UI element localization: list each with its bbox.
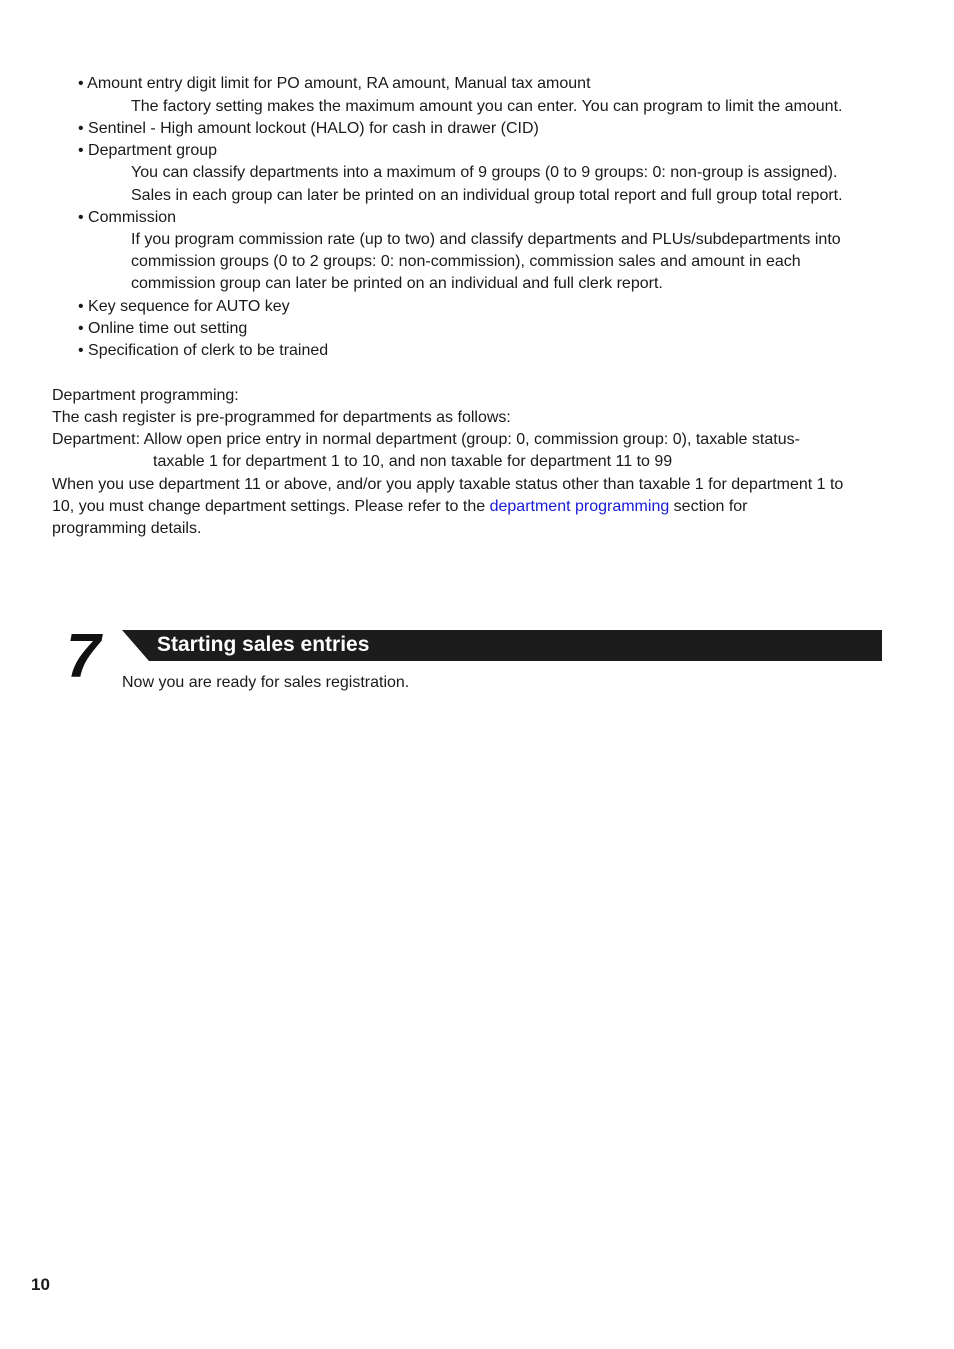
list-item: • Department group [78, 142, 218, 159]
text-span: 10, you must change department settings. Please refer to the [52, 498, 490, 515]
list-item-detail: commission group can later be printed on an individual and full clerk report. [131, 275, 663, 292]
paragraph: The cash register is pre-programmed for departments as follows: [52, 409, 511, 426]
department-programming-link[interactable]: department programming [489, 498, 670, 515]
list-item: • Key sequence for AUTO key [78, 298, 290, 315]
list-item-detail: commission groups (0 to 2 groups: 0: non-commission), commission sales and amount in each [131, 253, 801, 270]
list-item: • Sentinel - High amount lockout (HALO) for cash in drawer (CID) [78, 120, 539, 137]
step-text: Now you are ready for sales registration. [122, 674, 410, 691]
paragraph: Department: Allow open price entry in normal department (group: 0, commission group: 0), taxable status- [52, 431, 800, 448]
list-item: • Specification of clerk to be trained [78, 342, 329, 359]
paragraph: programming details. [52, 520, 202, 537]
list-item-detail: You can classify departments into a maximum of 9 groups (0 to 9 groups: 0: non-group is assigned). [131, 164, 838, 181]
text-span: section for [669, 498, 748, 515]
section-title-bar [122, 630, 882, 661]
list-item-detail: Sales in each group can later be printed on an individual group total report and full group total report. [131, 187, 843, 204]
list-item: • Online time out setting [78, 320, 248, 337]
section-heading: Department programming: [52, 387, 239, 404]
paragraph [52, 496, 748, 518]
page-number: 10 [31, 1275, 50, 1294]
list-item: • Amount entry digit limit for PO amount, RA amount, Manual tax amount [78, 75, 591, 92]
list-item: • Commission [78, 209, 177, 226]
section-title: Starting sales entries [157, 633, 370, 656]
step-number: 7 [66, 622, 99, 691]
list-item-detail: If you program commission rate (up to two) and classify departments and PLUs/subdepartments into [131, 231, 841, 248]
list-item-detail: The factory setting makes the maximum amount you can enter. You can program to limit the amount. [131, 98, 843, 115]
paragraph: taxable 1 for department 1 to 10, and non taxable for department 11 to 99 [153, 453, 673, 470]
paragraph: When you use department 11 or above, and/or you apply taxable status other than taxable 1 for department 1 to [52, 476, 844, 493]
